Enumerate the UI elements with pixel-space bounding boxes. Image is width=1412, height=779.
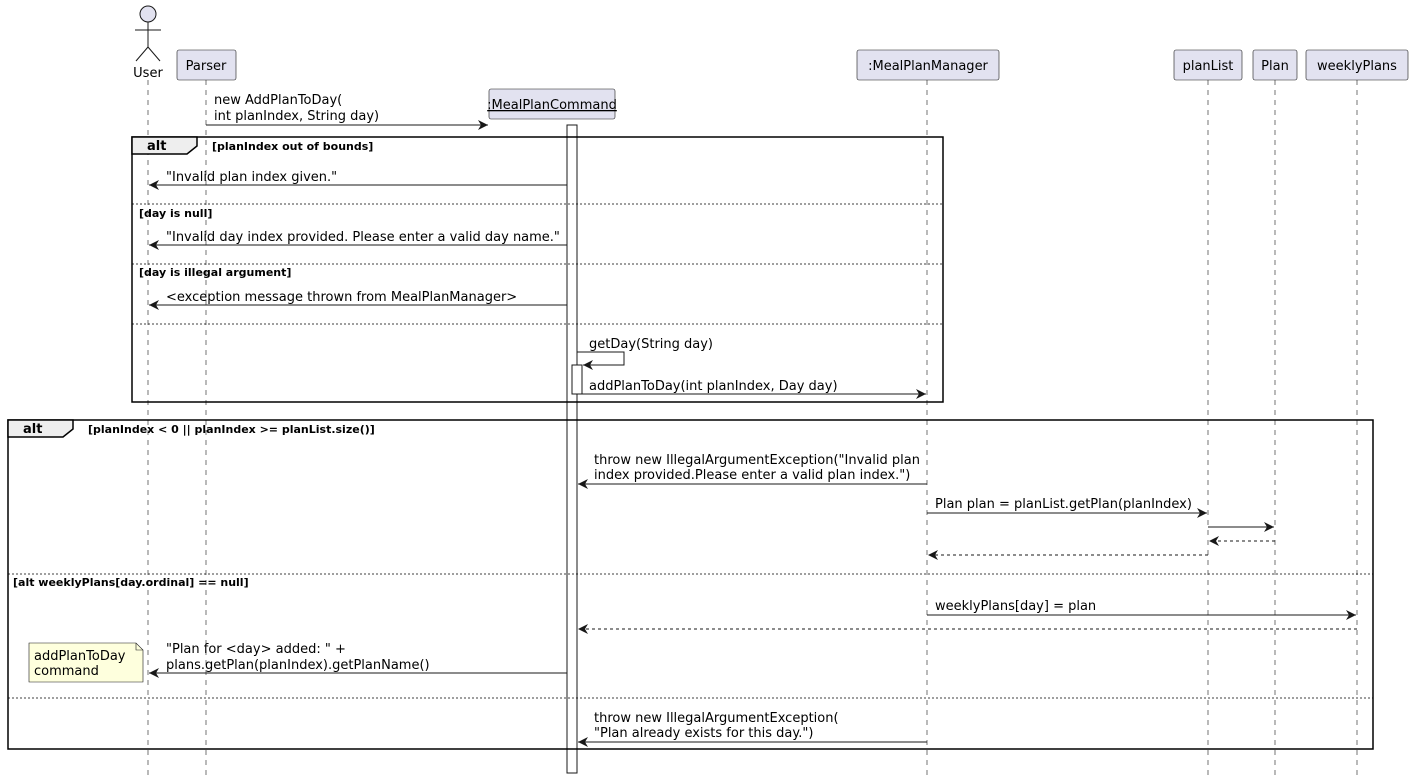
msg-invalid-day: "Invalid day index provided. Please enter a valid day name." <box>166 230 560 245</box>
msg-create-line2: int planIndex, String day) <box>214 109 380 124</box>
note-line2: command <box>34 664 99 679</box>
alt2-guard2: [alt weeklyPlans[day.ordinal] == null] <box>13 576 249 589</box>
alt2-guard1: [planIndex < 0 || planIndex >= planList.size()] <box>88 423 375 436</box>
command-label: :MealPlanCommand <box>487 98 617 113</box>
msg-add-plan-to-day: addPlanToDay(int planIndex, Day day) <box>589 379 838 394</box>
msg-assign: weeklyPlans[day] = plan <box>935 599 1097 614</box>
msg-throw2-line2: "Plan already exists for this day.") <box>594 726 814 741</box>
weeklyplans-label: weeklyPlans <box>1317 59 1397 74</box>
msg-get-day: getDay(String day) <box>589 337 714 352</box>
alt1-guard1: [planIndex out of bounds] <box>212 140 374 153</box>
msg-exception: <exception message thrown from MealPlanManager> <box>166 290 518 305</box>
plan-label: Plan <box>1261 59 1289 74</box>
msg-added-line1: "Plan for <day> added: " + <box>166 642 346 657</box>
user-label: User <box>133 66 163 81</box>
parser-label: Parser <box>185 59 227 74</box>
planlist-label: planList <box>1182 59 1234 74</box>
msg-invalid-plan: "Invalid plan index given." <box>166 170 338 185</box>
user-actor <box>135 6 161 61</box>
arrow-get-day <box>577 352 624 365</box>
alt2-keyword: alt <box>23 422 43 437</box>
note-line1: addPlanToDay <box>34 649 126 664</box>
msg-create-line1: new AddPlanToDay( <box>214 93 343 108</box>
manager-label: :MealPlanManager <box>868 59 988 74</box>
alt1-keyword: alt <box>147 139 167 154</box>
getday-activation <box>572 365 582 394</box>
msg-throw2-line1: throw new IllegalArgumentException( <box>594 711 839 726</box>
command-activation <box>567 125 577 773</box>
msg-get-plan: Plan plan = planList.getPlan(planIndex) <box>935 497 1192 512</box>
msg-added-line2: plans.getPlan(planIndex).getPlanName() <box>166 658 430 673</box>
msg-throw1-line1: throw new IllegalArgumentException("Invalid plan <box>594 453 920 468</box>
alt1-guard2: [day is null] <box>139 207 213 220</box>
alt1-guard3: [day is illegal argument] <box>139 266 292 279</box>
msg-throw1-line2: index provided.Please enter a valid plan index.") <box>594 468 911 483</box>
